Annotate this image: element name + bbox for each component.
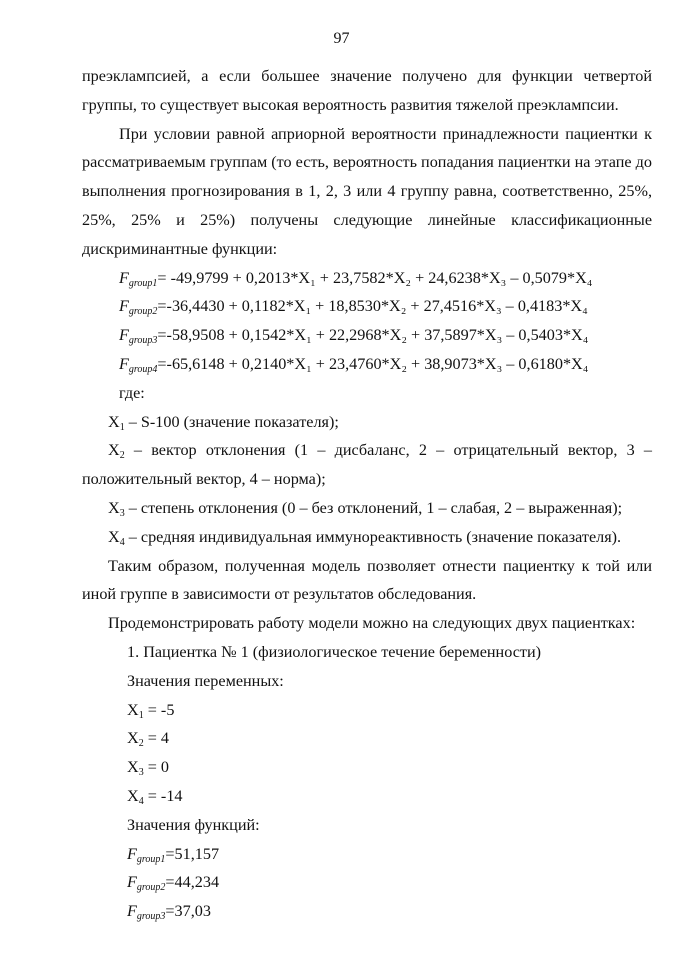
variables-label: Значения переменных: <box>127 671 284 690</box>
definition-x2-line-1: $X_2$ – вектор отклонения (1 – дисбаланс, 2 – отрицательный вектор, 3 – <box>108 441 652 462</box>
paragraph-3-line-2: иной группе в зависимости от результатов обследования. <box>82 585 477 604</box>
definition-x3: $X_3$ – степень отклонения (0 – без отклонений, 1 – слабая, 2 – выраженная); <box>108 498 623 519</box>
paragraph-3-line-1: Таким образом, полученная модель позволяет отнести пациентку к той или <box>108 556 652 575</box>
equation-group3: $F_{group3}=-58,9508 + 0,1542*X_1 + 22,2968*X_2 + 37,5897*X_3 - 0,5403*X_4$ <box>119 326 589 347</box>
function-group1-value: $F_{group1}=51,157$ <box>127 844 220 865</box>
patient-1-heading: 1. Пациентка № 1 (физиологическое течение беременности) <box>127 642 542 661</box>
variable-x2-value: $X_2 = 4$ <box>127 729 170 750</box>
paragraph-2-line-4: 25%, 25% и 25%) получены следующие линейные классификационные <box>82 210 652 229</box>
function-group2-value: $F_{group2}=44,234$ <box>127 873 220 894</box>
page-body <box>82 62 652 926</box>
paragraph-1-line-1: преэклампсией, а если большее значение получено для функции четвертой <box>82 67 652 85</box>
functions-label: Значения функций: <box>127 815 260 834</box>
paragraph-4: Продемонстрировать работу модели можно на следующих двух пациентках: <box>108 614 636 633</box>
equation-group1: $F_{group1}= -49,9799 + 0,2013*X_1 + 23,7582*X_2 + 24,6238*X_3 - 0,5079*X_4$ <box>119 268 593 289</box>
variable-x1-value: $X_1 = -5$ <box>127 700 175 721</box>
function-group3-value: $F_{group3}=37,03$ <box>127 902 211 923</box>
equation-group4: $F_{group4}=-65,6148 + 0,2140*X_1 + 23,4760*X_2 + 38,9073*X_3 - 0,6180*X_4$ <box>119 354 589 375</box>
paragraph-2-line-3: выполнения прогнозирования в 1, 2, 3 или 4 группу равна, соответственно, 25%, <box>82 182 652 201</box>
page-number: 97 <box>333 30 350 47</box>
paragraph-1-line-2: группы, то существует высокая вероятность развития тяжелой преэклампсии. <box>82 95 619 114</box>
paragraph-2-line-1: При условии равной априорной вероятности принадлежности пациентки к <box>119 124 652 143</box>
paragraph-2-line-2: рассматриваемым группам (то есть, вероятность попадания пациентки на этапе до <box>82 153 652 172</box>
paragraph-2-line-5: дискриминантные функции: <box>82 239 278 258</box>
definition-x4: $X_4$ – средняя индивидуальная иммунореактивность (значение показателя). <box>108 527 622 548</box>
where-label: где: <box>119 383 145 402</box>
variable-x3-value: $X_3 = 0$ <box>127 758 170 779</box>
definition-x2-line-2: положительный вектор, 4 – норма); <box>82 470 326 489</box>
equation-group2: $F_{group2}=-36,4430 + 0,1182*X_1 + 18,8530*X_2 + 27,4516*X_3 - 0,4183*X_4$ <box>119 297 588 318</box>
variable-x4-value: $X_4 = -14$ <box>127 786 183 807</box>
definition-x1: $X_1 - S-100$ (значение показателя); <box>108 412 339 433</box>
